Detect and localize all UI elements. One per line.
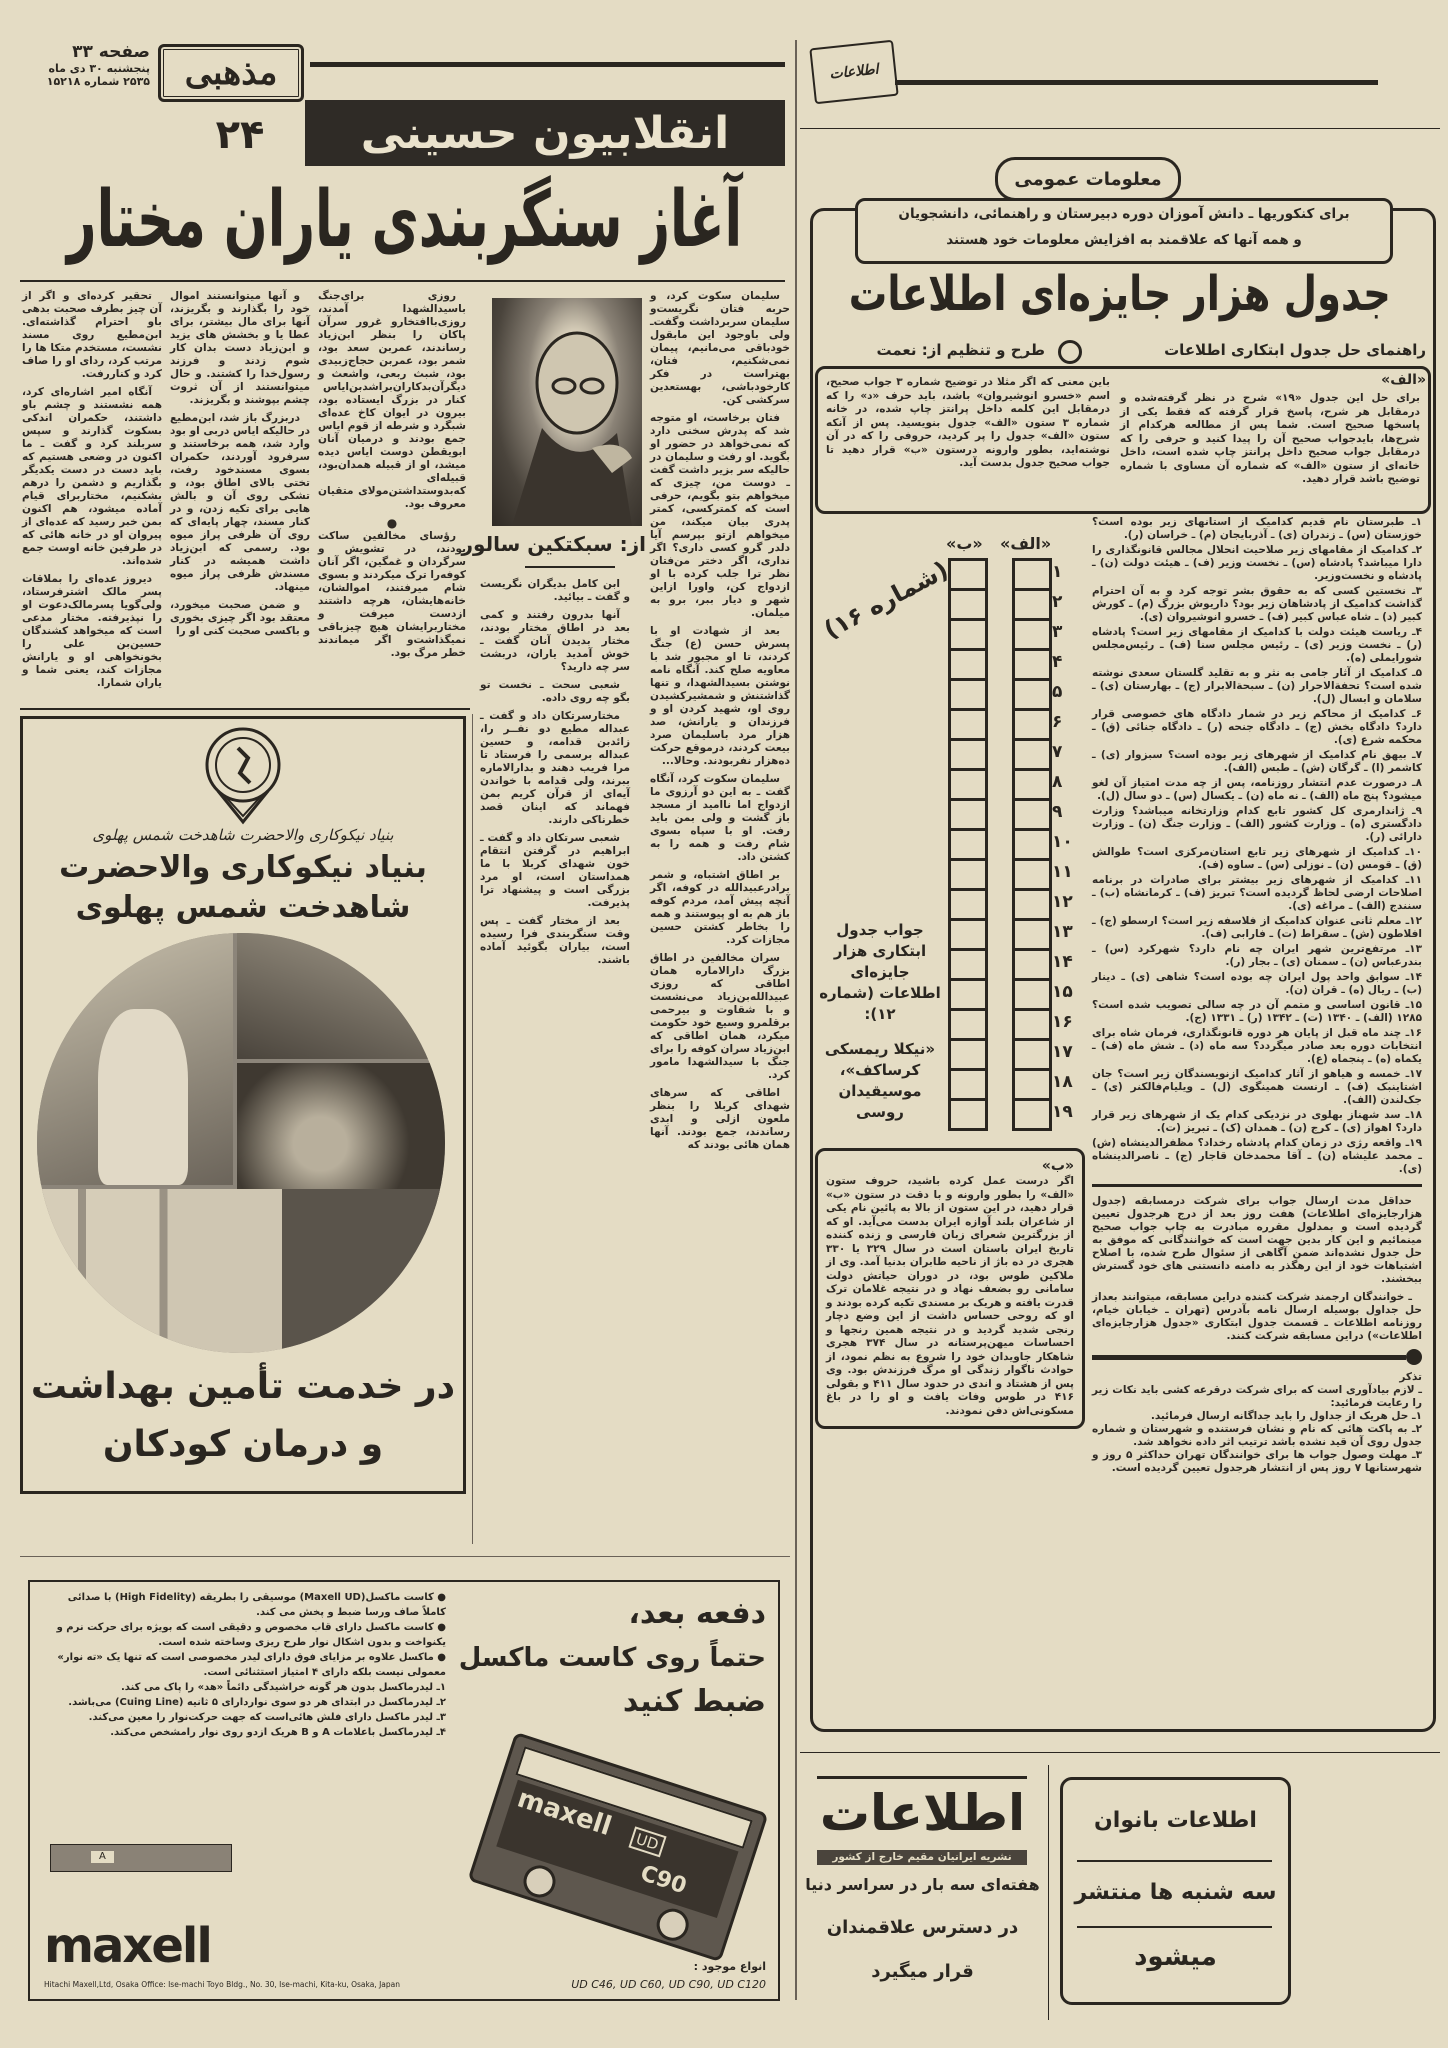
answer-cell[interactable]: [951, 681, 985, 711]
clue-item: ۷ـ بیهق نام کدامیک از شهرهای زیر بوده است؟ سبزوار (ی) ـ کاشمر (ا) ـ گرگان (ش) ـ طبس (الف).: [1092, 749, 1422, 774]
article-column-1: تحقیر کرده‌ای و اگر از آن چیز بطرف صحبت بدهی باو احترام گذاشته‌ای. ابن‌مطیع روی مسند نشست، مستخدم متکا ها را مرتب کرد، ردای او را صاف کرد و کناررفت. آنگاه امیر اشاره‌ای کرد، همه نشستند و چشم باو داشتند، حکمران اندکی بسکوت گذارند و سپس سربلند کرد و گفت ـ ما اکنون در وضعی هستیم که باید دست در دست یکدیگر بگذاریم و دشمن را درهم بشکنیم، مختاربرای قیام آماده میشود، هم اکنون بمن خبر رسید که عده‌ای از پیروان او در خانه هائی که در طرفین خانه اوست جمع شده‌اند. دیروز عده‌ای را بملاقات پسر مالک اشترفرستاد، ولی‌گویا پسرمالک‌دعوت او را نپذیرفته. مختار مدعی است که میخواهد کشندگان حسین‌بن علی را بخونخواهی او و یارانش مجازات کند، یعنی شما و یاران شمارا.: [22, 290, 162, 689]
cassette-type: UD: [628, 1826, 666, 1857]
row-number: ۱۴: [1052, 952, 1073, 972]
byline-rule: [525, 566, 615, 568]
foundation-ad: [20, 716, 466, 1494]
answer-cell[interactable]: [951, 1041, 985, 1071]
puzzle-right-column: [1092, 516, 1422, 1475]
answer-cell[interactable]: [1015, 1041, 1049, 1071]
answer-cell[interactable]: [1015, 981, 1049, 1011]
article-headline: آغاز سنگربندی یاران مختار: [67, 175, 743, 265]
answer-cell[interactable]: [1015, 741, 1049, 771]
part-b-heading: «ب»: [1041, 1158, 1074, 1174]
emblem-caption: بنیاد نیکوکاری والاحضرت شاهدخت شمس پهلوی: [92, 826, 394, 844]
author-byline: از: سبکتکین سالور: [461, 532, 646, 556]
foundation-title-1: بنیاد نیکوکاری والاحضرت: [59, 850, 427, 885]
available-models: UD C46, UD C60, UD C90, UD C120: [571, 1978, 766, 1991]
previous-answer-title: جواب جدول ابتکاری هزار جایزه‌ای اطلاعات (شماره ۱۲):: [819, 921, 941, 1023]
banovan-ad-line-3: میشود: [1134, 1942, 1217, 1972]
answer-cell[interactable]: [1015, 561, 1049, 591]
puzzle-intro-box: برای کنکوریها ـ دانش آموزان دوره دبیرستان و راهنمائی، دانشجویان و همه آنها که علاقمند به افزایش معلومات خود هستند: [855, 198, 1393, 264]
answer-cell[interactable]: [1015, 801, 1049, 831]
page-info: [40, 42, 150, 88]
article-column-3: روزی برای‌جنگ باسیدالشهدا آمدند، روزی‌باافتخارو غرور سرآن پاکان را بنظر ابن‌زیاد رساندند، عمربن سعد بود، شمر بود، عمربن حجاج‌زبیدی بود، شبث ربعی، واشعث و دیگرآن‌بدکاران‌براشدبن‌ایاس کنار در بزرگ ایستاده بود، بیرون در ایوان کاخ عده‌ای شبگرد و شرطه از قوم ایاس جمع بودند و درمیان آنان ابویقطن دوست ایاس دیده میشد، او از قبیله همدان‌بود، قبیله‌ای که‌بدوستداشتن‌مولای متقیان معروف بود. ● رؤسای مخالفین ساکت بودند، در تشویش و سرگردان و غمگین، اگر آنان کوفه‌را ترک میکردند و بسوی شام میرفتند، اموالشان، خانه‌هایشان، هرچه داشتند ازدست میرفت و مختاربرایشان هیچ چیزباقی نمیگذاشت‌و اگر میماندند خطر مرگ بود.: [318, 290, 466, 659]
bullet-separator: ●: [386, 516, 398, 530]
column-top-rule: [20, 708, 470, 710]
contest-rules: حداقل مدت ارسال جواب برای شرکت درمسابقه (جدول هزارجایزه‌ای اطلاعات) هفت روز بعد از درج هرجدول تعیین گردیده است و بمدلول مقرره مبادرت به چاپ جواب صحیح مینمائیم و این کار بدین جهت است که خوانندگانی که موفق به حل جدول نشده‌اند ضمن آگاهی از سئوال طرح شده، با اصلاح اشتباهات خود از این رهگذر به دامنه دانستنی های خود گسترش ببخشند. ـ خوانندگان ارجمند شرکت کننده دراین مسابقه، میتوانند بعداز حل جداول بوسیله ارسال نامه بآدرس (تهران ـ خیابان خیام، روزنامه اطلاعات ـ قسمت جدول ابتکاری «جدول هزارجایزه‌ای اطلاعات») دراین مسابقه شرکت کنند.: [1092, 1195, 1422, 1342]
row-number: ۱۵: [1052, 982, 1073, 1002]
instructions-heading: «الف»: [1381, 372, 1426, 388]
answer-cell[interactable]: [1015, 771, 1049, 801]
clue-item: ۱۶ـ چند ماه قبل از پایان هر دوره قانونگذاری، فرمان شاه برای انتخابات دوره بعد صادر میگردد؟ سه ماه (د) ـ شش ماه (ف) ـ یکماه (ه) ـ پنجماه (ع).: [1092, 1027, 1422, 1065]
row-number: ۳: [1052, 622, 1063, 642]
notes-heading: تذکر: [1399, 1371, 1422, 1383]
section-label-box: [158, 44, 304, 102]
clue-item: ۱۱ـ کدامیک از شهرهای زیر بیشتر برای صادرات در برنامه اصلاحات ارضی لحاظ گردیده است؟ تبریز (ف) ـ کرمانشاه (ب) ـ سنندج (الف) ـ مراغه (ی).: [1092, 874, 1422, 912]
clue-item: ۳ـ نخستین کسی که به حقوق بشر توجه کرد و به آن احترام گذاشت کدامیک از پادشاهان زیر بود؟ داریوش بزرگ (م) ـ کورش کبیر (د) ـ شاه عباس کبیر (ف) ـ خسرو انوشیروان (ی).: [1092, 585, 1422, 623]
clue-item: ۶ـ کدامیک از محاکم زیر در شمار دادگاه های خصوصی قرار دارد؟ دادگاه بخش (ج) ـ دادگاه جنحه (ر) ـ دادگاه جنائی (ق) ـ محکمه شرع (ی).: [1092, 708, 1422, 746]
date-line: پنجشنبه ۳۰ دی ماه: [48, 62, 150, 75]
answer-cell[interactable]: [1015, 861, 1049, 891]
clue-item: ۹ـ ژاندارمری کل کشور تابع کدام وزارتخانه میباشد؟ وزارت دادگستری (ه) ـ وزارت کشور (الف) ـ وزارت جنگ (ن) ـ وزارت دارائی (ر).: [1092, 805, 1422, 843]
maxell-features: ● کاست ماکسل(Maxell UD) موسیقی را بطریقه (High Fidelity) با صدائی کاملاً صاف ورسا ضبط و پخش می کند. ● کاست ماکسل دارای قاب مخصوص و دقیقی است که بویژه برای حرکت نرم و یکنواخت و بدون اشکال نوار طرح ریزی وساخته شده است. ● ماکسل علاوه بر مزایای فوق دارای لیدر مخصوصی است که تنها یک «ته نوار» معمولی نیست بلکه دارای ۴ امتیاز استثنائی است. ۱ـ لیدرماکسل بدون هر گونه خراشیدگی دائماً «هد» را پاک می کند. ۲ـ لیدرماکسل در ابتدای هر دو سوی نواردارای ۵ ثانیه (Cuing Line) می‌باشد. ۳ـ لیدر ماکسل دارای فلش هائی‌است که جهت حرکت‌نوار را معین می‌کند. ۴ـ لیدرماکسل باعلامات A و B هریک ازدو روی نوار رامشخص می‌کند.: [56, 1592, 446, 1738]
answer-cell[interactable]: [1015, 951, 1049, 981]
banovan-ad-line-1: اطلاعات بانوان: [1094, 1808, 1257, 1833]
puzzle-subtitle-left: طرح و تنظیم از: نعمت: [876, 341, 1045, 359]
page-number: صفحه ۳۳: [72, 42, 150, 62]
column-b-label: «ب»: [946, 534, 983, 553]
part-b-text: اگر درست عمل کرده باشید، حروف ستون «الف» را بطور وارونه و با دقت در ستون «ب» قرار دهید، در این ستون از بالا به پائین نام یکی از شاعران بلند آوازه ایران بدست می‌آید. او که از بزرگترین شعرای زبان فارسی و زنده کننده تاریخ ایران باستان است در سال ۳۲۹ یا ۳۳۰ هجری در ده باژ از ناحیه طابران بدنیا آمد. وی از ملاکین طوس بود، در دوران حیاتش دولت سامانی رو بضعف نهاد و در نتیجه غلامان ترک قدرت یافته و هریک بر مسندی تکیه کرده بودند و او که روحی حساس داشت از این وضع دچار رنجی شدید گردید و در نتیجه همین رنجها و احساسات میهن‌پرستانه در سال ۳۷۴ هجری شاهکار جاویدان خود را شروع به نظم نمود، از حوادث ناگوار زندگی او مرگ فرزندش بود. وی پس از هشتاد و اندی در حدود سال ۴۱۱ و بقولی ۴۱۶ در طوس وفات یافت و او را در باغ مسکونی‌اش دفن نمودند.: [826, 1175, 1074, 1417]
row-number: ۱۰: [1052, 832, 1073, 852]
clue-item: ۵ـ کدامیک از آثار جامی به نثر و به تقلید گلستان سعدی نوشته شده است؟ تحفةالاحرار (ن) ـ سبحةالابرار (ج) ـ بهارستان (ی) ـ سلامان و ابسال (ل).: [1092, 667, 1422, 705]
clue-item: ۱ـ طبرستان نام قدیم کدامیک از استانهای زیر بوده است؟ خوزستان (س) ـ زندران (ی) ـ آذربایجان (م) ـ خراسان (ر).: [1092, 516, 1422, 541]
clue-item: ۸ـ درصورت عدم انتشار روزنامه، پس از چه مدت امتیاز آن لغو میشود؟ پنج ماه (الف) ـ نه ماه (ن) ـ یکسال (س) ـ دو سال (ل).: [1092, 777, 1422, 802]
answer-cell[interactable]: [1015, 1011, 1049, 1041]
answer-cell[interactable]: [951, 861, 985, 891]
logo-rule: [895, 80, 1378, 85]
clue-item: ۱۴ـ سوابق واحد پول ایران چه بوده است؟ شاهی (ی) ـ دینار (ب) ـ ریال (ه) ـ قران (ن).: [1092, 971, 1422, 996]
ettelaat-ad-line-2: در دسترس علاقمندان: [826, 1917, 1019, 1938]
center-divider: [795, 40, 797, 2000]
row-number: ۱۷: [1052, 1042, 1073, 1062]
answer-cell[interactable]: [951, 921, 985, 951]
maxell-headline-1: دفعه بعد،: [628, 1596, 766, 1631]
answer-cell[interactable]: [951, 561, 985, 591]
maxell-logo: maxell: [44, 1918, 211, 1974]
puzzle-title: جدول هزار جایزه‌ای اطلاعات: [848, 266, 1392, 322]
bottom-ads-rule: [800, 1752, 1440, 1753]
answer-cell[interactable]: [951, 741, 985, 771]
maxell-ad: [28, 1580, 780, 2001]
previous-answer: [818, 920, 942, 1123]
headline-rule: [20, 280, 785, 282]
clue-item: ۱۷ـ خمسه و هیاهو از آثار کدامیک ازنویسندگان زیر است؟ جان اشتاینبک (ف) ـ ارنست همینگوی (ل) ـ ویلیام‌فالکنر (ی) ـ جک‌لندن (الف).: [1092, 1068, 1422, 1106]
answer-cell[interactable]: [1015, 891, 1049, 921]
general-info-badge: معلومات عمومی: [995, 157, 1181, 201]
answer-cell[interactable]: [951, 711, 985, 741]
clue-item: ۱۸ـ سد شهناز بهلوی در نزدیکی کدام یک از شهرهای زیر قرار دارد؟ اهواز (ی) ـ کرج (ن) ـ همدان (ک) ـ تبریز (ت).: [1092, 1109, 1422, 1134]
right-top-rule: [800, 128, 1440, 129]
row-number: ۱۲: [1052, 892, 1073, 912]
available-label: انواع موجود :: [693, 1960, 766, 1973]
episode-number: ۲۴: [215, 112, 265, 158]
row-number: ۸: [1052, 772, 1063, 792]
maxell-address: Hitachi Maxell,Ltd, Osaka Office: Ise-machi Toyo Bldg., No. 30, Ise-machi, Kita-ku, Osaka, Japan: [44, 1980, 400, 1989]
row-number: ۱: [1052, 562, 1063, 582]
banovan-ad-line-2: سه شنبه ها منتشر: [1074, 1880, 1277, 1905]
instructions-left: باین معنی که اگر مثلا در توضیح شماره ۳ جواب صحیح، اسم «خسرو انوشیروان» باشد، باید حرف «د» را که درمقابل این کلمه داخل پرانتز چاپ شده، در خانه شماره ۳ ستون «الف» جدول بنویسید. پس از آنکه ستون «الف» جدول را پر کردید، حروفی را که در آن نوشته‌اید، بطور وارونه درستون «ب» قرار دهید تا جواب صحیح جدول بدست آید.: [826, 376, 1110, 469]
maxell-headline: [456, 1592, 766, 1724]
answer-cell[interactable]: [1015, 591, 1049, 621]
row-number: ۵: [1052, 682, 1063, 702]
row-number: ۱۳: [1052, 922, 1073, 942]
author-photo: [492, 298, 642, 526]
answer-cell[interactable]: [951, 1101, 985, 1131]
ettelaat-ad-line-1: هفته‌ای سه بار در سراسر دنیا: [805, 1875, 1040, 1894]
answer-cell[interactable]: [951, 831, 985, 861]
answer-cell[interactable]: [1015, 1101, 1049, 1131]
puzzle-title-wrap: [820, 264, 1420, 324]
ettelaat-logo: اطلاعات: [809, 40, 898, 104]
row-number: ۹: [1052, 802, 1063, 822]
answer-cell[interactable]: [951, 771, 985, 801]
maxell-headline-3: ضبط کنید: [622, 1684, 766, 1719]
answer-cell[interactable]: [951, 1071, 985, 1101]
cassette-brand: maxell: [513, 1783, 616, 1842]
row-number: ۱۱: [1052, 862, 1073, 882]
puzzle-subtitle-right: راهنمای حل جدول ابتکاری اطلاعات: [1164, 341, 1426, 359]
ad-separator: [20, 1556, 790, 1557]
answer-cell[interactable]: [1015, 681, 1049, 711]
bottom-ads-divider: [1048, 1765, 1049, 2020]
ettelaat-overseas-ad: [805, 1770, 1040, 2020]
row-number: ۷: [1052, 742, 1063, 762]
previous-answer-text: «نیکلا ریمسکی کرساکف»، موسیقیدان روسی: [824, 1040, 936, 1121]
issue-number: ۲۵۳۵ شماره ۱۵۲۱۸: [46, 75, 150, 88]
leader-tape-diagram: A: [50, 1844, 232, 1872]
clue-item: ۱۰ـ کدامیک از شهرهای زیر تابع استان‌مرکزی است؟ طوالش (ق) ـ قومس (ن) ـ نوزلی (س) ـ ساوه (ف).: [1092, 846, 1422, 871]
column-a-label: «الف»: [1000, 534, 1052, 553]
clue-item: ۱۹ـ واقعه رژی در زمان کدام پادشاه رخداد؟ مظفرالدینشاه (ش) ـ محمد علیشاه (ن) ـ آقا محمدخان قاجار (ج) ـ ناصرالدینشاه (ی).: [1092, 1137, 1422, 1175]
answer-cell[interactable]: [951, 651, 985, 681]
article-column-6: ابن کامل بدیگران نگریست و گفت ـ بیائید. آنها بدرون رفتند و کمی بعد در اطاق مختار بودند، مختار بدیدن آنان گفت ـ خوش آمدید یاران، دربشت سر چه دارید؟ شعبی سحت ـ نخست تو بگو چه روی داده. مختارسرتکان داد و گفت ـ عبداله مطیع دو نفــر را، زائدبن قدامه، و حسین عبداله برسمی را فرستاد تا مرا فریب دهند و بدارالاماره ببرند، ولی قدامه با خواندن آیه‌ای از قرآن کریم بمن فهماند که اینان قصد خطرناکی دارند. شعبی سرتکان داد و گفت ـ ابراهیم در گرفتن انتقام خون شهدای کربلا با ما همداستان است، او مرد بزرگی است و پیشنهاد ترا پذیرفت. بعد از مختار گفت ـ پس وقت سنگربندی فرا رسیده است، بیاران بگوئید آماده باشند.: [480, 578, 630, 966]
row-number: ۴: [1052, 652, 1063, 672]
ettelaat-ad-banner: نشریه ایرانیان مقیم خارج از کشور: [817, 1850, 1027, 1865]
instructions-right: برای حل این جدول «۱۹» شرح در نظر گرفته‌شده و درمقابل هر شرح، پاسخ قرار گرفته که فقط یکی از پاسخها صحیح است. شما پس از مطالعه هرکدام از شرح‌ها، بایدجواب صحیح آن را پیدا کنید و حرفی را که درمقابل جواب صحیح داخل پرانتز چاپ شده است، داخل خانه‌ای از ستون «الف» که شماره آن مساوی با شماره توضیح باشد قرار دهید.: [1120, 392, 1420, 485]
answer-cell[interactable]: [951, 621, 985, 651]
foundation-slogan-2: و درمان کودکان: [102, 1424, 384, 1465]
header-rule: [310, 62, 785, 67]
puzzle-divider-circle: [1058, 340, 1082, 364]
banovan-ad: [1060, 1777, 1291, 2005]
cassette-model: C90: [637, 1861, 690, 1900]
answer-cell[interactable]: [1015, 1071, 1049, 1101]
section-label: مذهبی: [184, 53, 278, 93]
clue-item: ۱۳ـ مرتفع‌ترین شهر ایران چه نام دارد؟ شهرکرد (س) ـ بندرعباس (ن) ـ سمنان (ی) ـ بجار (ر).: [1092, 943, 1422, 968]
row-number: ۱۸: [1052, 1072, 1073, 1092]
notes-rule: [1092, 1349, 1422, 1365]
answer-cell[interactable]: [1015, 831, 1049, 861]
article-column-2: و آنها میتوانستند اموال خود را بگذارند و بگریزند، آنها برای مال بیشتر، برای عطا یا و بخشش های یزید و ابن‌زیاد دست بدان کار شوم زدند و فرزند رسول‌خدا را کشتند. و حال میتوانستند از آن ثروت چشم بپوشند و بگریزند. دربزرگ باز شد، ابن‌مطیع در حالیکه ایاس دربی او بود وارد شد، همه برخاستند و سرفرود آوردند، حکمران بسوی مسندخود رفت، تختی بالای اطاق بود، و تشکی روی آن و بالش هایی برای تکیه زدن، و در کنار مسند، چهار پایه‌ای که روی آن ظرفی پراز میوه بود. رسمی که ابن‌زیاد داشت همیشه در کنار مسندش ظرفی پراز میوه مینهاد. و ضمن صحبت میخورد، معتقد بود اگر چیزی بخوری و باکسی صحبت کنی او را: [170, 290, 310, 637]
foundation-emblem: [198, 725, 288, 825]
notes: تذکر ـ لازم بیادآوری است که برای شرکت درقرعه کشی باید نکات زیر را رعایت فرمائید: ۱ـ حل هریک از جداول را باید جداگانه ارسال فرمائید. ۲ـ به پاکت هائی که نام و نشان فرستنده و شهرستان و شماره جدول روی آن قید نشده باشد ترتیب اثر داده نخواهد شد. ۳ـ مهلت وصول جواب ها برای خوانندگان تهران حداکثر ۵ روز و شهرستانها ۷ روز پس از انتشار هرجدول تعیین گردیده است.: [1092, 1371, 1422, 1474]
answer-cell[interactable]: [951, 591, 985, 621]
answer-cell[interactable]: [951, 801, 985, 831]
clues-list: [1092, 516, 1422, 1176]
cassette-image: [467, 1732, 768, 1963]
ettelaat-ad-line-3: قرار میگیرد: [871, 1961, 974, 1982]
article-kicker: انقلابیون حسینی: [360, 107, 730, 159]
row-number: ۶: [1052, 712, 1063, 732]
answer-cell[interactable]: [1015, 651, 1049, 681]
foundation-title-2: شاهدخت شمس پهلوی: [75, 890, 411, 925]
clue-item: ۴ـ ریاست هیئت دولت با کدامیک از مقامهای زیر است؟ پادشاه (ر) ـ نخست وزیر (ی) ـ رئیس مجلس سنا (ف) ـ رئیس‌مجلس شورایملی (ه).: [1092, 626, 1422, 664]
answer-cell[interactable]: [1015, 711, 1049, 741]
portrait-illustration: [492, 298, 642, 526]
article-column-4: سلیمان سکوت کرد، و حربه فتان نگریست‌و سلیمان سربرداشت وگفت‌ـ ولی باوجود این مابقول خودباقی می‌مانیم، پیمان نمی‌شکنیم، فتان، بهتراست در فکر کارخودباشی، بهستعدین سرکشی کن. فتان برخاست، او متوجه شد که پدرش سخنی دارد که نمی‌خواهد در حضور او بگوید. او رفت و سلیمان در حالیکه سر بزیر داشت گفت ـ دوست من، چیزی که میخواهم بتو بگویم، حرفی است که کمترکسی، کمتر پدری بیان میکند، من میخواهم ازتو بپرسم آیا دلدر گرو کسی داری؟ اگر نداری، اگر دختر من‌فتان نظر ترا جلب کرده با او ازدواج کن، واورا ازاین شهر و دیار ببر، برو به میلمان. بعد از شهادت او با پسرش حسن (ع) جنگ کردند، تا او مجبور شد با معاویه صلح کند. آنگاه نامه نوشتن بسیدالشهدا، و تنها گذاشتنش و شمشیرکشیدن روی او، شهید کردن او و فرزندان و یارانش، صد هزار مرد باسلیمان صرد بیعت کردند، درموقع حرکت ده‌هزار نفربودند. وحالا... سلیمان سکوت کرد، آنگاه گفت ـ به این دو آرزوی ما ازدواج اما ناامید از مسجد باز گشت و ولی بمن باید رفت. او با سپاه بسوی شام رفت و همه را به کشتن داد. بر اطاق اشتباه، و شمر برادر‌عبیدالله در کوفه، اگر آنچه پیش آمد، مردم کوفه باز هم به او پیوستند و همه را بخاطر کشتن حسین مجازات کرد. سران مخالفین در اطاق بزرگ دارالاماره همان اطاقی که روزی عبیدالله‌بن‌زیاد می‌نشست و با شقاوت و بیرحمی برقلمرو وسیع خود حکومت میکرد، همان اطاقی که ابن‌زیاد سران کوفه را برای جنگ با سیدالشهدا مامور کرد. اطاقی که سرهای شهدای کربلا را بنظر ملعون ازلی و ابدی رساندند، جمع بودند. آنها همان هائی بودند که: [650, 290, 790, 1151]
kicker-box: [305, 100, 785, 166]
part-b-box: [815, 1148, 1085, 1429]
answer-cell[interactable]: [951, 1011, 985, 1041]
row-number: ۱۹: [1052, 1102, 1073, 1122]
answer-cell[interactable]: [951, 891, 985, 921]
issue-tag: (شماره ۱۶): [819, 555, 953, 645]
answer-cell[interactable]: [951, 981, 985, 1011]
children-photo-collage: [37, 933, 445, 1353]
clue-item: ۱۲ـ معلم ثانی عنوان کدامیک از فلاسفه زیر است؟ ارسطو (ج) ـ افلاطون (ش) ـ سقراط (ت) ـ فارابی (ف).: [1092, 915, 1422, 940]
answer-cell[interactable]: [1015, 621, 1049, 651]
foundation-slogan-1: در خدمت تأمین بهداشت: [30, 1366, 456, 1407]
article-column-5-p1: بعد از شهادت او با پسرش حسن (ع) جنگ کردند، تا او مجبور شد با معاویه صلح کند. آنگاه نامه نوشتن بسیدالشهدا، و تنها گذاشتنش و شمشیرکشیدن روی او، شهید کردن او و فرزندان و یارانش، صد هزار مرد باسلیمان صرد بیعت کردند، درموقع حرکت ده‌هزار نفربودند. وحالا...: [650, 625, 790, 767]
rules-rule: [1092, 1184, 1422, 1187]
maxell-headline-2: حتماً روی کاست ماکسل: [458, 1643, 766, 1673]
ettelaat-ad-logo: اطلاعات: [819, 1784, 1026, 1842]
row-number: ۱۶: [1052, 1012, 1073, 1032]
row-number: ۲: [1052, 592, 1063, 612]
clue-item: ۱۵ـ قانون اساسی و متمم آن در چه سالی تصویب شده است؟ ۱۲۸۵ (الف) ـ ۱۳۴۰ (ت) ـ ۱۳۴۲ (ر) ـ ۱۳۳۱ (ج).: [1092, 999, 1422, 1024]
answer-cell[interactable]: [951, 951, 985, 981]
notes-dot: [1406, 1349, 1422, 1365]
answer-column-b: [948, 558, 988, 1131]
headline-wrap: [20, 170, 790, 270]
article-column-divider: [472, 714, 473, 1544]
emblem-icon: [198, 725, 288, 825]
answer-column-a: [1012, 558, 1052, 1131]
answer-cell[interactable]: [1015, 921, 1049, 951]
clue-item: ۲ـ کدامیک از مقامهای زیر صلاحیت انحلال مجالس قانونگذاری را دارا میباشد؟ پادشاه (س) ـ نخست وزیر (ف) ـ هیئت دولت (ن) ـ پادشاه و نخست‌وزیر.: [1092, 544, 1422, 582]
